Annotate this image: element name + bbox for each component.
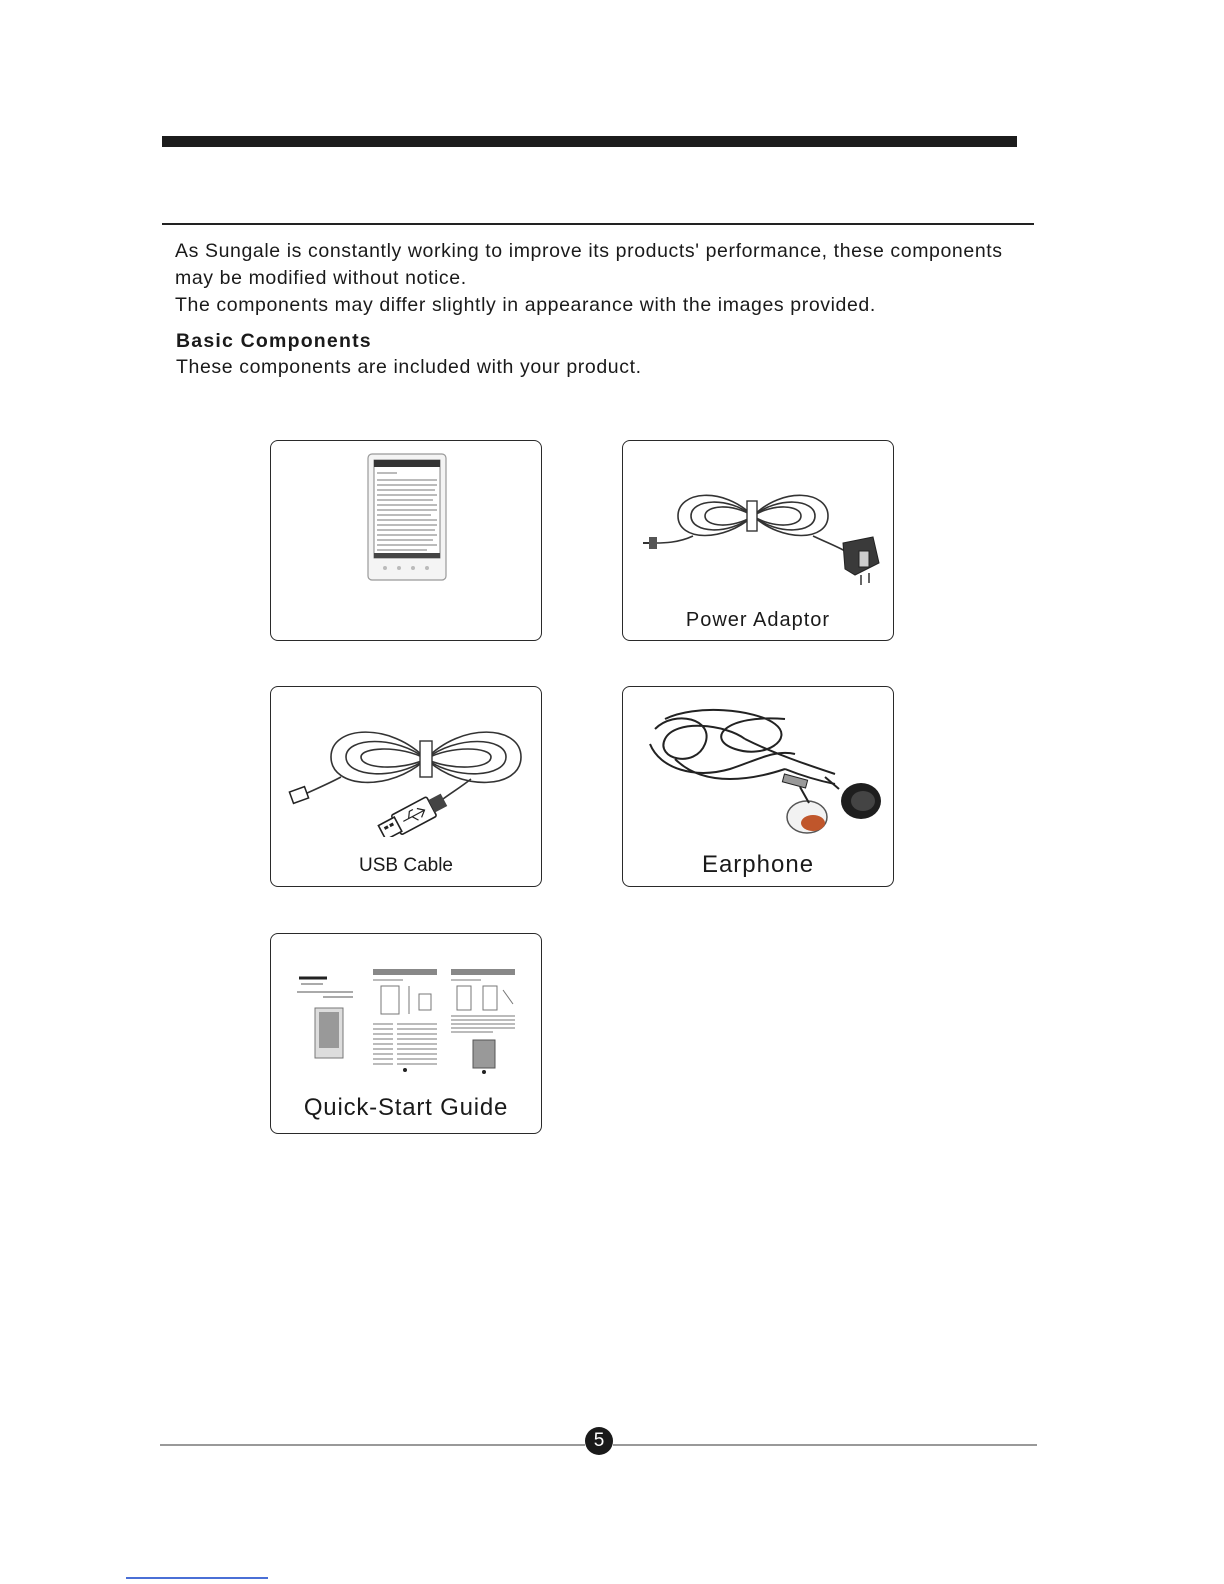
power-adaptor-icon — [633, 481, 883, 591]
footer-rule-left — [160, 1444, 585, 1446]
usb-cable-icon — [281, 707, 531, 837]
ereader-icon — [367, 453, 447, 581]
header-rule — [162, 223, 1034, 225]
footer-rule-right — [613, 1444, 1037, 1446]
component-label: Power Adaptor — [685, 609, 831, 631]
component-label: USB Cable — [359, 855, 453, 876]
component-card-ereader — [270, 440, 542, 641]
page-number: 5 — [585, 1427, 613, 1455]
component-card-earphone — [622, 686, 894, 887]
earphone-icon — [635, 699, 885, 839]
intro-line-1: As Sungale is constantly working to improve its products' performance, these components — [175, 240, 1003, 262]
intro-text — [175, 238, 1055, 319]
intro-line-2: may be modified without notice. — [175, 267, 467, 289]
component-card-usb-cable — [270, 686, 542, 887]
bottom-link-underline — [126, 1577, 268, 1579]
component-label: Quick-Start Guide — [303, 1094, 509, 1121]
section-subtitle: These components are included with your product. — [176, 356, 642, 378]
component-card-quick-start-guide — [270, 933, 542, 1134]
intro-line-3: The components may differ slightly in appearance with the images provided. — [175, 294, 876, 316]
header-bar — [162, 136, 1017, 147]
component-label: Earphone — [701, 851, 815, 878]
section-title: Basic Components — [176, 330, 372, 352]
component-card-power-adaptor — [622, 440, 894, 641]
quick-start-guide-icon — [293, 964, 523, 1084]
